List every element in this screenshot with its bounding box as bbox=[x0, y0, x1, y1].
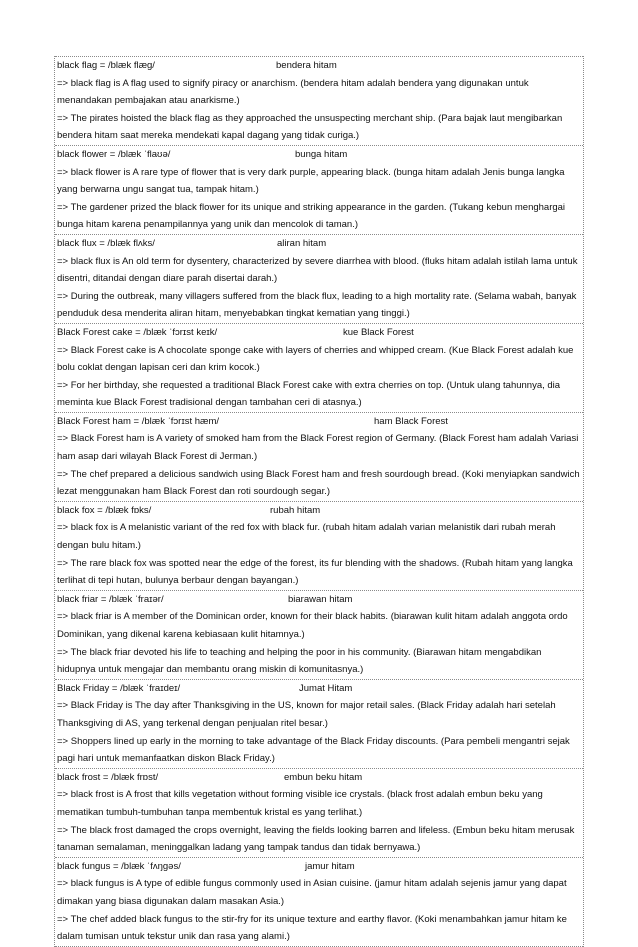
entry-headline bbox=[55, 502, 583, 520]
entry-definition: => black frost is A frost that kills vegetation without forming visible ice crystals. (black frost adalah embun beku yang mematikan tumbuh-tumbuhan tanpa membentuk kristal es yang terlihat.) bbox=[57, 789, 543, 818]
entry-translation: aliran hitam bbox=[277, 237, 327, 249]
entry-example: => The pirates hoisted the black flag as they approached the unsuspecting merchant ship. (Para bajak laut mengibarkan bendera hitam saat mereka mendekati kapal dagang yang tidak curiga.) bbox=[57, 112, 563, 142]
entry-term: Black Forest cake = /blæk ˈfɔrɪst keɪk/ bbox=[57, 326, 218, 338]
entry-example: => The chef prepared a delicious sandwich using Black Forest ham and fresh sourdough bread. (Koki menyiapkan sandwich lezat menggunakan ham Black Forest dan roti sourdough segar.) bbox=[57, 468, 580, 498]
vocabulary-entry bbox=[55, 857, 583, 947]
entry-term: black flower = /blæk ˈflaʊə/ bbox=[57, 148, 171, 160]
entry-translation: biarawan hitam bbox=[288, 593, 353, 605]
vocabulary-entry bbox=[55, 679, 583, 768]
entry-definition: => black friar is A member of the Dominican order, known for their black habits. (biarawan kulit hitam adalah anggota ordo Dominikan, yang dikenal karena kebiasaan kulit hitamnya.) bbox=[57, 611, 568, 640]
vocabulary-entry bbox=[55, 590, 583, 679]
entry-term: black flux = /blæk flʌks/ bbox=[57, 237, 155, 249]
entry-headline bbox=[55, 324, 583, 342]
entry-term: black friar = /blæk ˈfraɪər/ bbox=[57, 593, 164, 605]
entry-definition: => Black Friday is The day after Thanksgiving in the US, known for major retail sales. (Black Friday adalah hari setelah Thanksgiving di AS, yang terkenal dengan penjualan ritel besar.) bbox=[57, 700, 556, 729]
entry-translation: jamur hitam bbox=[305, 860, 355, 872]
entry-term: black flag = /blæk flæg/ bbox=[57, 60, 155, 71]
entry-headline bbox=[55, 858, 583, 876]
vocabulary-document bbox=[54, 56, 584, 947]
entry-term: black fungus = /blæk ˈfʌŋɡəs/ bbox=[57, 860, 181, 872]
entry-definition: => black flag is A flag used to signify piracy or anarchism. (bendera hitam adalah bendera yang digunakan untuk menandakan pembajakan atau anarkisme.) bbox=[57, 77, 529, 107]
entry-translation: ham Black Forest bbox=[374, 415, 448, 427]
entry-term: Black Forest ham = /blæk ˈfɔrɪst hæm/ bbox=[57, 415, 220, 427]
entry-example: => The rare black fox was spotted near the edge of the forest, its fur blending with the shadows. (Rubah hitam yang langka terlihat di tepi hutan, bulunya berbaur dengan bayangan.) bbox=[57, 557, 573, 587]
entry-definition: => Black Forest ham is A variety of smoked ham from the Black Forest region of Germany. (Black Forest ham adalah Variasi ham asap dari wilayah Black Forest di Jerman.) bbox=[57, 433, 579, 463]
entry-example: => Shoppers lined up early in the morning to take advantage of the Black Friday discounts. (Para pembeli mengantri sejak pagi hari untuk memanfaatkan diskon Black Friday.) bbox=[57, 735, 570, 765]
entry-headline bbox=[55, 680, 583, 698]
entry-translation: kue Black Forest bbox=[343, 326, 414, 338]
entry-translation: bendera hitam bbox=[276, 60, 337, 71]
entry-headline bbox=[55, 57, 583, 75]
vocabulary-entry bbox=[55, 56, 583, 145]
entry-headline bbox=[55, 235, 583, 253]
entry-definition: => black fox is A melanistic variant of the red fox with black fur. (rubah hitam adalah varian melanistik dari rubah merah dengan bulu hitam.) bbox=[57, 522, 556, 552]
entry-translation: bunga hitam bbox=[295, 148, 348, 160]
vocabulary-entry bbox=[55, 145, 583, 234]
entry-example: => During the outbreak, many villagers suffered from the black flux, leading to a high mortality rate. (Selama wabah, banyak penduduk desa menderita aliran hitam, menyebabkan tingkat kematian yang tinggi.) bbox=[57, 290, 577, 320]
vocabulary-entry bbox=[55, 768, 583, 857]
entry-headline bbox=[55, 413, 583, 431]
entry-example: => The black friar devoted his life to teaching and helping the poor in his community. (Biarawan hitam mengabdikan hidupnya untuk mengajar dan membantu orang miskin di komunitasnya.) bbox=[57, 646, 542, 676]
entry-example: => The chef added black fungus to the stir-fry for its unique texture and earthy flavor. (Koki menambahkan jamur hitam ke dalam tumisan untuk tekstur unik dan rasa yang alami.) bbox=[57, 913, 567, 943]
entry-translation: embun beku hitam bbox=[284, 771, 363, 783]
entry-definition: => black flower is A rare type of flower that is very dark purple, appearing black. (bunga hitam adalah Jenis bunga langka yang berwarna ungu sangat tua, tampak hitam.) bbox=[57, 166, 565, 196]
entry-term: Black Friday = /blæk ˈfraɪdeɪ/ bbox=[57, 682, 181, 694]
entry-example: => For her birthday, she requested a traditional Black Forest cake with extra cherries on top. (Untuk ulang tahunnya, dia meminta kue Black Forest tradisional dengan tambahan ceri di atasnya.) bbox=[57, 379, 561, 409]
entry-headline bbox=[55, 591, 583, 609]
entry-definition: => Black Forest cake is A chocolate sponge cake with layers of cherries and whipped cream. (Kue Black Forest adalah kue bolu coklat dengan lapisan ceri dan krim kocok.) bbox=[57, 344, 574, 374]
entry-headline bbox=[55, 769, 583, 787]
entry-definition: => black fungus is A type of edible fungus commonly used in Asian cuisine. (jamur hitam adalah sejenis jamur yang dapat dimakan yang biasa digunakan dalam masakan Asia.) bbox=[57, 878, 567, 907]
entry-translation: rubah hitam bbox=[270, 504, 321, 516]
entry-translation: Jumat Hitam bbox=[299, 682, 353, 694]
entry-example: => The black frost damaged the crops overnight, leaving the fields looking barren and lifeless. (Embun beku hitam merusak tanaman semalaman, meninggalkan ladang yang tampak tandus dan tidak bernyawa.) bbox=[57, 824, 575, 854]
vocabulary-entry bbox=[55, 234, 583, 323]
vocabulary-entry bbox=[55, 412, 583, 501]
entry-definition: => black flux is An old term for dysentery, characterized by severe diarrhea with blood. (fluks hitam adalah istilah lama untuk disentri, ditandai dengan diare parah disertai darah.) bbox=[57, 255, 578, 285]
entry-example: => The gardener prized the black flower for its unique and striking appearance in the garden. (Tukang kebun menghargai bunga hitam karena penampilannya yang unik dan mencolok di taman.) bbox=[57, 201, 566, 231]
entry-headline bbox=[55, 146, 583, 164]
vocabulary-entry bbox=[55, 501, 583, 590]
entry-term: black frost = /blæk frɒst/ bbox=[57, 771, 159, 783]
vocabulary-entry bbox=[55, 323, 583, 412]
entry-term: black fox = /blæk fɒks/ bbox=[57, 504, 152, 516]
